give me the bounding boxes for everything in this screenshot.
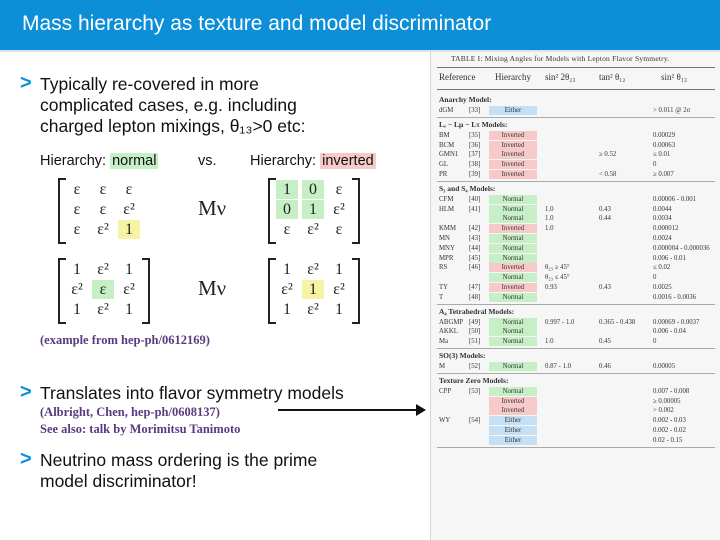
table-rule xyxy=(437,117,715,118)
table-rule xyxy=(437,67,715,68)
hierarchy-badge: Normal xyxy=(489,387,537,396)
matrix-normal-bottom xyxy=(58,258,158,324)
hierarchy-cell xyxy=(489,244,537,253)
table-cell: CFM xyxy=(439,195,454,203)
table-cell: TY xyxy=(439,284,449,291)
inverted-highlight: inverted xyxy=(322,153,374,169)
matrix-cell: 1 xyxy=(125,261,133,278)
table-cell: [49] xyxy=(469,318,481,326)
matrix-cell-highlight: 1 xyxy=(302,200,324,219)
slide-title: Mass hierarchy as texture and model discriminator xyxy=(22,12,492,35)
matrix-cell: 1 xyxy=(73,261,81,278)
table-rule xyxy=(437,89,715,90)
table-cell: PR xyxy=(439,171,448,178)
matrix-cell: 1 xyxy=(335,301,343,318)
mixing-angles-table xyxy=(430,52,720,540)
table-cell: [43] xyxy=(469,235,481,242)
table-cell: θ₂₃ ≤ 45° xyxy=(545,274,570,282)
hierarchy-inverted-label xyxy=(250,153,376,169)
matrix-bracket xyxy=(352,178,360,244)
table-row xyxy=(431,263,720,272)
table-cell: 0.45 xyxy=(599,338,611,346)
hierarchy-cell xyxy=(489,234,537,243)
table-cell: 0.0024 xyxy=(653,235,672,242)
bullet-arrow-icon: > xyxy=(20,448,32,470)
table-cell: RS xyxy=(439,264,448,272)
table-cell: KMM xyxy=(439,225,456,233)
table-cell: Ma xyxy=(439,338,449,346)
hierarchy-prefix: Hierarchy: xyxy=(250,153,321,169)
table-header: Hierarchy xyxy=(495,72,531,82)
albright-citation: (Albright, Chen, hep-ph/0608137) xyxy=(40,405,220,419)
hierarchy-cell xyxy=(489,416,537,425)
table-row xyxy=(431,195,720,204)
table-row xyxy=(431,426,720,435)
table-row xyxy=(431,318,720,327)
table-section-title: Lₑ − Lμ − Lτ Models: xyxy=(439,119,508,129)
table-cell: BCM xyxy=(439,141,455,149)
table-row xyxy=(431,160,720,169)
hierarchy-badge: Normal xyxy=(489,214,537,223)
hierarchy-cell xyxy=(489,293,537,302)
table-cell: 0.0034 xyxy=(653,215,672,223)
table-row xyxy=(431,416,720,425)
table-cell: > 0.011 @ 2σ xyxy=(653,107,691,114)
table-cell: ≥ 0.007 xyxy=(653,171,674,178)
table-cell: 0.00006 - 0.001 xyxy=(653,195,697,203)
matrix-cell: ε xyxy=(73,181,81,198)
hierarchy-badge: Inverted xyxy=(489,150,537,159)
hierarchy-cell xyxy=(489,131,537,140)
table-cell: 0.46 xyxy=(599,363,611,370)
hierarchy-badge: Inverted xyxy=(489,131,537,140)
table-cell: ≥ 0.00005 xyxy=(653,397,681,405)
table-cell: M xyxy=(439,363,446,370)
table-cell: [37] xyxy=(469,151,481,159)
table-cell: T xyxy=(439,293,444,301)
table-row xyxy=(431,283,720,292)
vs-label: vs. xyxy=(198,153,217,169)
table-row xyxy=(431,337,720,346)
hierarchy-cell xyxy=(489,205,537,214)
table-row xyxy=(431,254,720,263)
table-cell: 0.43 xyxy=(599,205,611,213)
table-cell: MN xyxy=(439,235,450,242)
matrix-cell: 1 xyxy=(283,261,291,278)
matrix-cell: ε² xyxy=(307,221,319,238)
hierarchy-cell xyxy=(489,106,537,115)
hierarchy-badge: Normal xyxy=(489,293,537,302)
table-row xyxy=(431,170,720,179)
matrix-cell: ε² xyxy=(307,261,319,278)
table-cell: 0.00005 xyxy=(653,363,676,370)
matrix-cell: ε xyxy=(335,181,343,198)
table-row xyxy=(431,224,720,233)
matrix-cell: ε xyxy=(99,201,107,218)
hierarchy-cell xyxy=(489,150,537,159)
hierarchy-cell xyxy=(489,387,537,396)
hierarchy-badge: Normal xyxy=(489,234,537,243)
hierarchy-badge: Normal xyxy=(489,337,537,346)
table-row xyxy=(431,387,720,396)
hierarchy-cell xyxy=(489,214,537,223)
table-cell: MNY xyxy=(439,244,455,252)
table-header: tan² θ₁₂ xyxy=(599,72,626,82)
matrix-cell: ε xyxy=(335,221,343,238)
hierarchy-cell xyxy=(489,362,537,371)
bullet-arrow-icon: > xyxy=(20,381,32,403)
matrix-cell-highlight: ε xyxy=(92,280,114,299)
matrix-cell: ε² xyxy=(97,221,109,238)
table-cell: 0.93 xyxy=(545,284,557,291)
table-cell: 0.006 - 0.01 xyxy=(653,254,686,262)
table-cell: 0 xyxy=(653,338,657,346)
hierarchy-badge: Normal xyxy=(489,205,537,214)
hierarchy-cell xyxy=(489,436,537,445)
table-cell: AKKL xyxy=(439,328,458,336)
hierarchy-badge: Either xyxy=(489,426,537,435)
bullet-line: Translates into flavor symmetry models xyxy=(40,383,344,403)
table-section-title: S₃ and S₄ Models: xyxy=(439,183,496,193)
normal-highlight: normal xyxy=(112,153,157,169)
table-cell: [54] xyxy=(469,417,481,425)
hierarchy-cell xyxy=(489,283,537,292)
matrix-label: Mν xyxy=(198,196,227,220)
matrix-cell-highlight: 1 xyxy=(118,220,140,239)
table-caption: TABLE I: Mixing Angles for Models with Lepton Flavor Symmetry. xyxy=(451,54,670,63)
matrix-cell: ε xyxy=(73,201,81,218)
table-rule xyxy=(437,181,715,182)
table-cell: 0.44 xyxy=(599,215,611,223)
matrix-cell: 1 xyxy=(283,301,291,318)
table-cell: GMN1 xyxy=(439,151,459,159)
hierarchy-cell xyxy=(489,141,537,150)
matrix-cell: ε² xyxy=(97,301,109,318)
hierarchy-cell xyxy=(489,327,537,336)
arrow-line xyxy=(278,409,418,411)
table-cell: dGM xyxy=(439,107,454,114)
table-cell: 0.02 - 0.15 xyxy=(653,436,683,444)
table-row xyxy=(431,406,720,415)
table-row xyxy=(431,234,720,243)
table-cell: [39] xyxy=(469,171,481,178)
bullet-arrow-icon: > xyxy=(20,72,32,94)
hierarchy-badge: Normal xyxy=(489,362,537,371)
table-cell: GL xyxy=(439,161,449,169)
arrow-head-icon xyxy=(416,404,426,416)
table-cell: > 0.002 xyxy=(653,407,674,415)
table-header: sin² 2θ₂₃ xyxy=(545,72,576,82)
table-row xyxy=(431,327,720,336)
table-cell: [51] xyxy=(469,338,481,346)
table-cell: [53] xyxy=(469,387,481,395)
table-cell: 0 xyxy=(653,161,657,169)
hierarchy-normal-label xyxy=(40,153,158,169)
matrix-bracket xyxy=(268,178,276,244)
table-cell: [42] xyxy=(469,225,481,233)
hierarchy-badge: Normal xyxy=(489,318,537,327)
table-cell: θ₂₃ ≥ 45° xyxy=(545,264,570,272)
table-header: sin² θ₁₃ xyxy=(661,72,688,82)
hierarchy-badge: Either xyxy=(489,416,537,425)
table-cell: 0.000004 - 0.000036 xyxy=(653,244,710,252)
table-row xyxy=(431,244,720,253)
table-cell: [41] xyxy=(469,205,481,213)
hierarchy-cell xyxy=(489,170,537,179)
hierarchy-badge: Inverted xyxy=(489,160,537,169)
table-cell: [35] xyxy=(469,131,481,139)
bullet-line: Typically re-covered in more xyxy=(40,74,259,94)
hierarchy-badge: Normal xyxy=(489,244,537,253)
table-row xyxy=(431,436,720,445)
hierarchy-cell xyxy=(489,397,537,406)
table-cell: 1.0 xyxy=(545,338,554,346)
hierarchy-badge: Either xyxy=(489,106,537,115)
table-cell: 0.0016 - 0.0036 xyxy=(653,293,697,301)
table-cell: 0.000012 xyxy=(653,225,679,233)
table-cell: ≤ 0.02 xyxy=(653,264,671,272)
table-row xyxy=(431,362,720,371)
table-cell: 0.0044 xyxy=(653,205,672,213)
matrix-label: Mν xyxy=(198,276,227,300)
matrix-bracket xyxy=(58,258,66,324)
table-cell: [50] xyxy=(469,328,481,336)
hierarchy-cell xyxy=(489,406,537,415)
hierarchy-cell xyxy=(489,160,537,169)
hierarchy-cell xyxy=(489,254,537,263)
table-section-title: Anarchy Model: xyxy=(439,95,492,104)
table-cell: [46] xyxy=(469,264,481,272)
hierarchy-badge: Inverted xyxy=(489,170,537,179)
bullet-line: Neutrino mass ordering is the prime xyxy=(40,450,318,470)
table-cell: [45] xyxy=(469,254,481,262)
matrix-cell-highlight: 0 xyxy=(276,200,298,219)
table-cell: 1.0 xyxy=(545,225,554,233)
bullet-line: model discriminator! xyxy=(40,471,197,491)
table-cell: 0.00063 xyxy=(653,141,676,149)
table-cell: [40] xyxy=(469,195,481,203)
matrix-cell: ε xyxy=(283,221,291,238)
title-bar xyxy=(0,0,720,50)
matrix-cell: 1 xyxy=(73,301,81,318)
hierarchy-badge: Normal xyxy=(489,195,537,204)
matrix-inverted-bottom xyxy=(268,258,368,324)
hierarchy-badge: Inverted xyxy=(489,283,537,292)
table-cell: ABGMP xyxy=(439,318,464,326)
table-cell: [48] xyxy=(469,293,481,301)
hierarchy-cell xyxy=(489,224,537,233)
table-cell: 0.007 - 0.008 xyxy=(653,387,690,395)
hierarchy-cell xyxy=(489,337,537,346)
bullet-line: complicated cases, e.g. including xyxy=(40,95,297,115)
table-cell: CPP xyxy=(439,387,452,395)
table-rule xyxy=(437,447,715,448)
hierarchy-cell xyxy=(489,318,537,327)
example-citation: (example from hep-ph/0612169) xyxy=(40,333,210,347)
matrix-cell: ε² xyxy=(71,281,83,298)
table-cell: ≥ 0.52 xyxy=(599,151,617,159)
table-cell: 0.006 - 0.04 xyxy=(653,328,686,336)
table-row xyxy=(431,141,720,150)
table-cell: [47] xyxy=(469,284,481,291)
table-cell: 0.002 - 0.02 xyxy=(653,427,686,434)
table-header: Reference xyxy=(439,72,476,82)
table-cell: 0.43 xyxy=(599,284,611,291)
table-row xyxy=(431,214,720,223)
table-section-title: SO(3) Models: xyxy=(439,351,486,360)
table-cell: 1.0 xyxy=(545,205,554,213)
table-cell: BM xyxy=(439,131,450,139)
hierarchy-badge: Inverted xyxy=(489,406,537,415)
matrix-cell: ε xyxy=(125,181,133,198)
table-row xyxy=(431,397,720,406)
matrix-bracket xyxy=(142,258,150,324)
table-cell: HLM xyxy=(439,205,455,213)
matrix-cell-highlight: 1 xyxy=(276,180,298,199)
hierarchy-badge: Inverted xyxy=(489,397,537,406)
matrix-bracket xyxy=(58,178,66,244)
hierarchy-badge: Inverted xyxy=(489,224,537,233)
matrix-cell-highlight: 1 xyxy=(302,280,324,299)
hierarchy-badge: Normal xyxy=(489,273,537,282)
matrix-cell: ε² xyxy=(307,301,319,318)
hierarchy-badge: Normal xyxy=(489,254,537,263)
matrix-inverted-top xyxy=(268,178,368,244)
table-cell: 0.00069 - 0.0037 xyxy=(653,318,700,326)
table-cell: [44] xyxy=(469,244,481,252)
matrix-cell: ε² xyxy=(123,201,135,218)
table-cell: < 0.58 xyxy=(599,171,617,178)
table-row xyxy=(431,205,720,214)
hierarchy-badge: Inverted xyxy=(489,263,537,272)
table-row xyxy=(431,273,720,282)
matrix-cell: ε xyxy=(73,221,81,238)
table-cell: 0.0025 xyxy=(653,284,672,291)
table-cell: 0.002 - 0.03 xyxy=(653,417,686,425)
table-cell: 0.87 - 1.0 xyxy=(545,363,572,370)
matrix-cell: 1 xyxy=(335,261,343,278)
hierarchy-prefix: Hierarchy: xyxy=(40,153,111,169)
table-cell: [52] xyxy=(469,363,481,370)
hierarchy-cell xyxy=(489,426,537,435)
table-cell: 1.0 xyxy=(545,215,554,223)
matrix-cell: ε xyxy=(99,181,107,198)
table-cell: [33] xyxy=(469,107,481,114)
see-also-citation: See also: talk by Morimitsu Tanimoto xyxy=(40,422,241,436)
hierarchy-badge: Either xyxy=(489,436,537,445)
table-row xyxy=(431,150,720,159)
matrix-cell: ε² xyxy=(123,281,135,298)
table-section-title: Texture Zero Models: xyxy=(439,375,509,385)
table-rule xyxy=(437,304,715,305)
hierarchy-cell xyxy=(489,273,537,282)
table-cell: MPR xyxy=(439,254,454,262)
matrix-cell: ε² xyxy=(333,201,345,218)
hierarchy-cell xyxy=(489,195,537,204)
table-cell: 0 xyxy=(653,274,657,282)
hierarchy-cell xyxy=(489,263,537,272)
table-row xyxy=(431,293,720,302)
hierarchy-badge: Normal xyxy=(489,327,537,336)
table-row xyxy=(431,131,720,140)
matrix-cell-highlight: 0 xyxy=(302,180,324,199)
table-cell: 0.997 - 1.0 xyxy=(545,318,575,326)
bullet-flavor-symmetry xyxy=(20,381,344,404)
matrix-cell: ε² xyxy=(333,281,345,298)
table-cell: 0.365 - 0.438 xyxy=(599,318,636,326)
table-row xyxy=(431,106,720,115)
table-section-title: A₄ Tetrahedral Models: xyxy=(439,306,515,316)
table-rule xyxy=(437,373,715,374)
table-rule xyxy=(437,348,715,349)
matrix-normal-top xyxy=(58,178,158,244)
bullet-discriminator xyxy=(20,448,318,492)
table-cell: [36] xyxy=(469,141,481,149)
matrix-cell: ε² xyxy=(281,281,293,298)
table-cell: 0.00029 xyxy=(653,131,676,139)
matrix-cell: 1 xyxy=(125,301,133,318)
matrix-bracket xyxy=(268,258,276,324)
bullet-recovered xyxy=(20,72,306,137)
table-cell: WY xyxy=(439,417,451,425)
bullet-line: charged lepton mixings, θ₁₃>0 etc: xyxy=(40,116,306,136)
matrix-bracket xyxy=(352,258,360,324)
table-cell: ≤ 0.01 xyxy=(653,151,671,159)
table-cell: [38] xyxy=(469,161,481,169)
hierarchy-badge: Inverted xyxy=(489,141,537,150)
matrix-cell: ε² xyxy=(97,261,109,278)
